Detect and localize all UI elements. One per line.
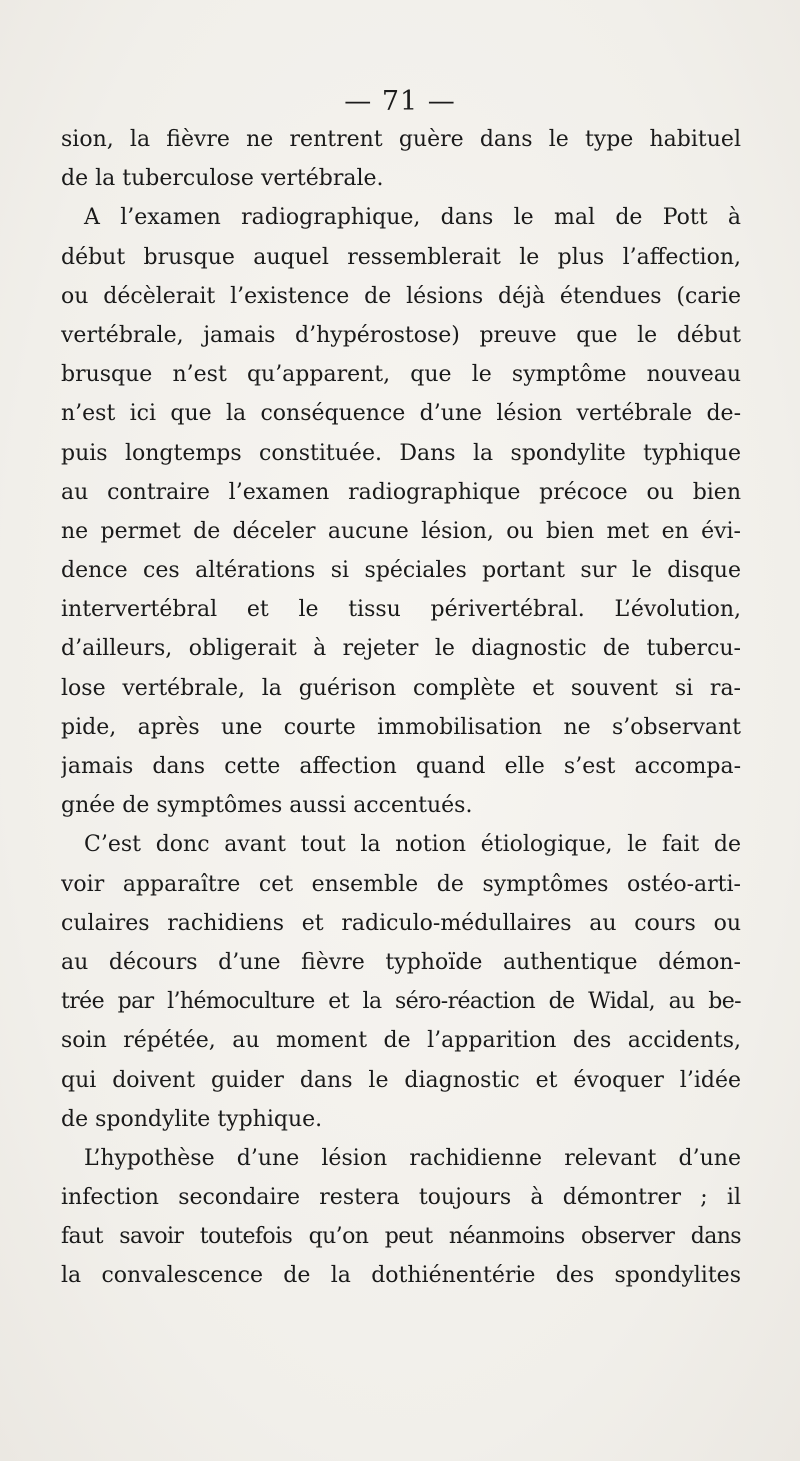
text-line: A l’examen radiographique, dans le mal de Pott à xyxy=(84,205,741,231)
body-text xyxy=(61,120,741,1296)
text-line: de la tuberculose vertébrale. xyxy=(61,166,384,192)
text-line: trée par l’hémoculture et la séro-réaction de Widal, au be- xyxy=(61,989,741,1015)
text-line: ou décèlerait l’existence de lésions déjà étendues (carie xyxy=(61,283,741,309)
page-number: — 71 — xyxy=(344,86,456,117)
text-line: lose vertébrale, la guérison complète et souvent si ra- xyxy=(61,675,741,701)
text-line: jamais dans cette affection quand elle s’est accompa- xyxy=(61,754,741,779)
text-line: dence ces altérations si spéciales portant sur le disque xyxy=(61,558,741,584)
text-line: intervertébral et le tissu périvertébral. L’évolution, xyxy=(61,597,741,623)
text-line: sion, la fièvre ne rentrent guère dans le type habituel xyxy=(61,127,741,152)
text-line: gnée de symptômes aussi accentués. xyxy=(61,793,473,819)
text-line: début brusque auquel ressemblerait le plus l’affection, xyxy=(61,244,741,270)
text-line: faut savoir toutefois qu’on peut néanmoins observer dans xyxy=(61,1224,741,1250)
text-line: pide, après une courte immobilisation ne s’observant xyxy=(61,714,741,740)
text-line: C’est donc avant tout la notion étiologique, le fait de xyxy=(84,832,741,858)
text-line: au contraire l’examen radiographique précoce ou bien xyxy=(61,479,741,505)
text-line: soin répétée, au moment de l’apparition des accidents, xyxy=(61,1028,741,1054)
text-line: au décours d’une fièvre typhoïde authentique démon- xyxy=(61,949,741,975)
text-line: infection secondaire restera toujours à démontrer ; il xyxy=(61,1185,741,1211)
text-line: qui doivent guider dans le diagnostic et évoquer l’idée xyxy=(61,1067,741,1093)
text-line: de spondylite typhique. xyxy=(61,1106,323,1132)
text-line: puis longtemps constituée. Dans la spondylite typhique xyxy=(61,440,741,466)
text-line: culaires rachidiens et radiculo-médullaires au cours ou xyxy=(61,910,741,936)
text-line: ne permet de déceler aucune lésion, ou bien met en évi- xyxy=(61,518,741,544)
text-line: voir apparaître cet ensemble de symptômes ostéo-arti- xyxy=(61,871,741,897)
text-line: la convalescence de la dothiénentérie des spondylites xyxy=(61,1263,741,1289)
text-line: d’ailleurs, obligerait à rejeter le diagnostic de tubercu- xyxy=(61,636,741,662)
text-line: brusque n’est qu’apparent, que le symptôme nouveau xyxy=(61,362,741,388)
text-line: L’hypothèse d’une lésion rachidienne relevant d’une xyxy=(84,1145,741,1171)
text-line: n’est ici que la conséquence d’une lésion vertébrale de- xyxy=(61,401,741,427)
text-line: vertébrale, jamais d’hypérostose) preuve que le début xyxy=(61,322,741,348)
